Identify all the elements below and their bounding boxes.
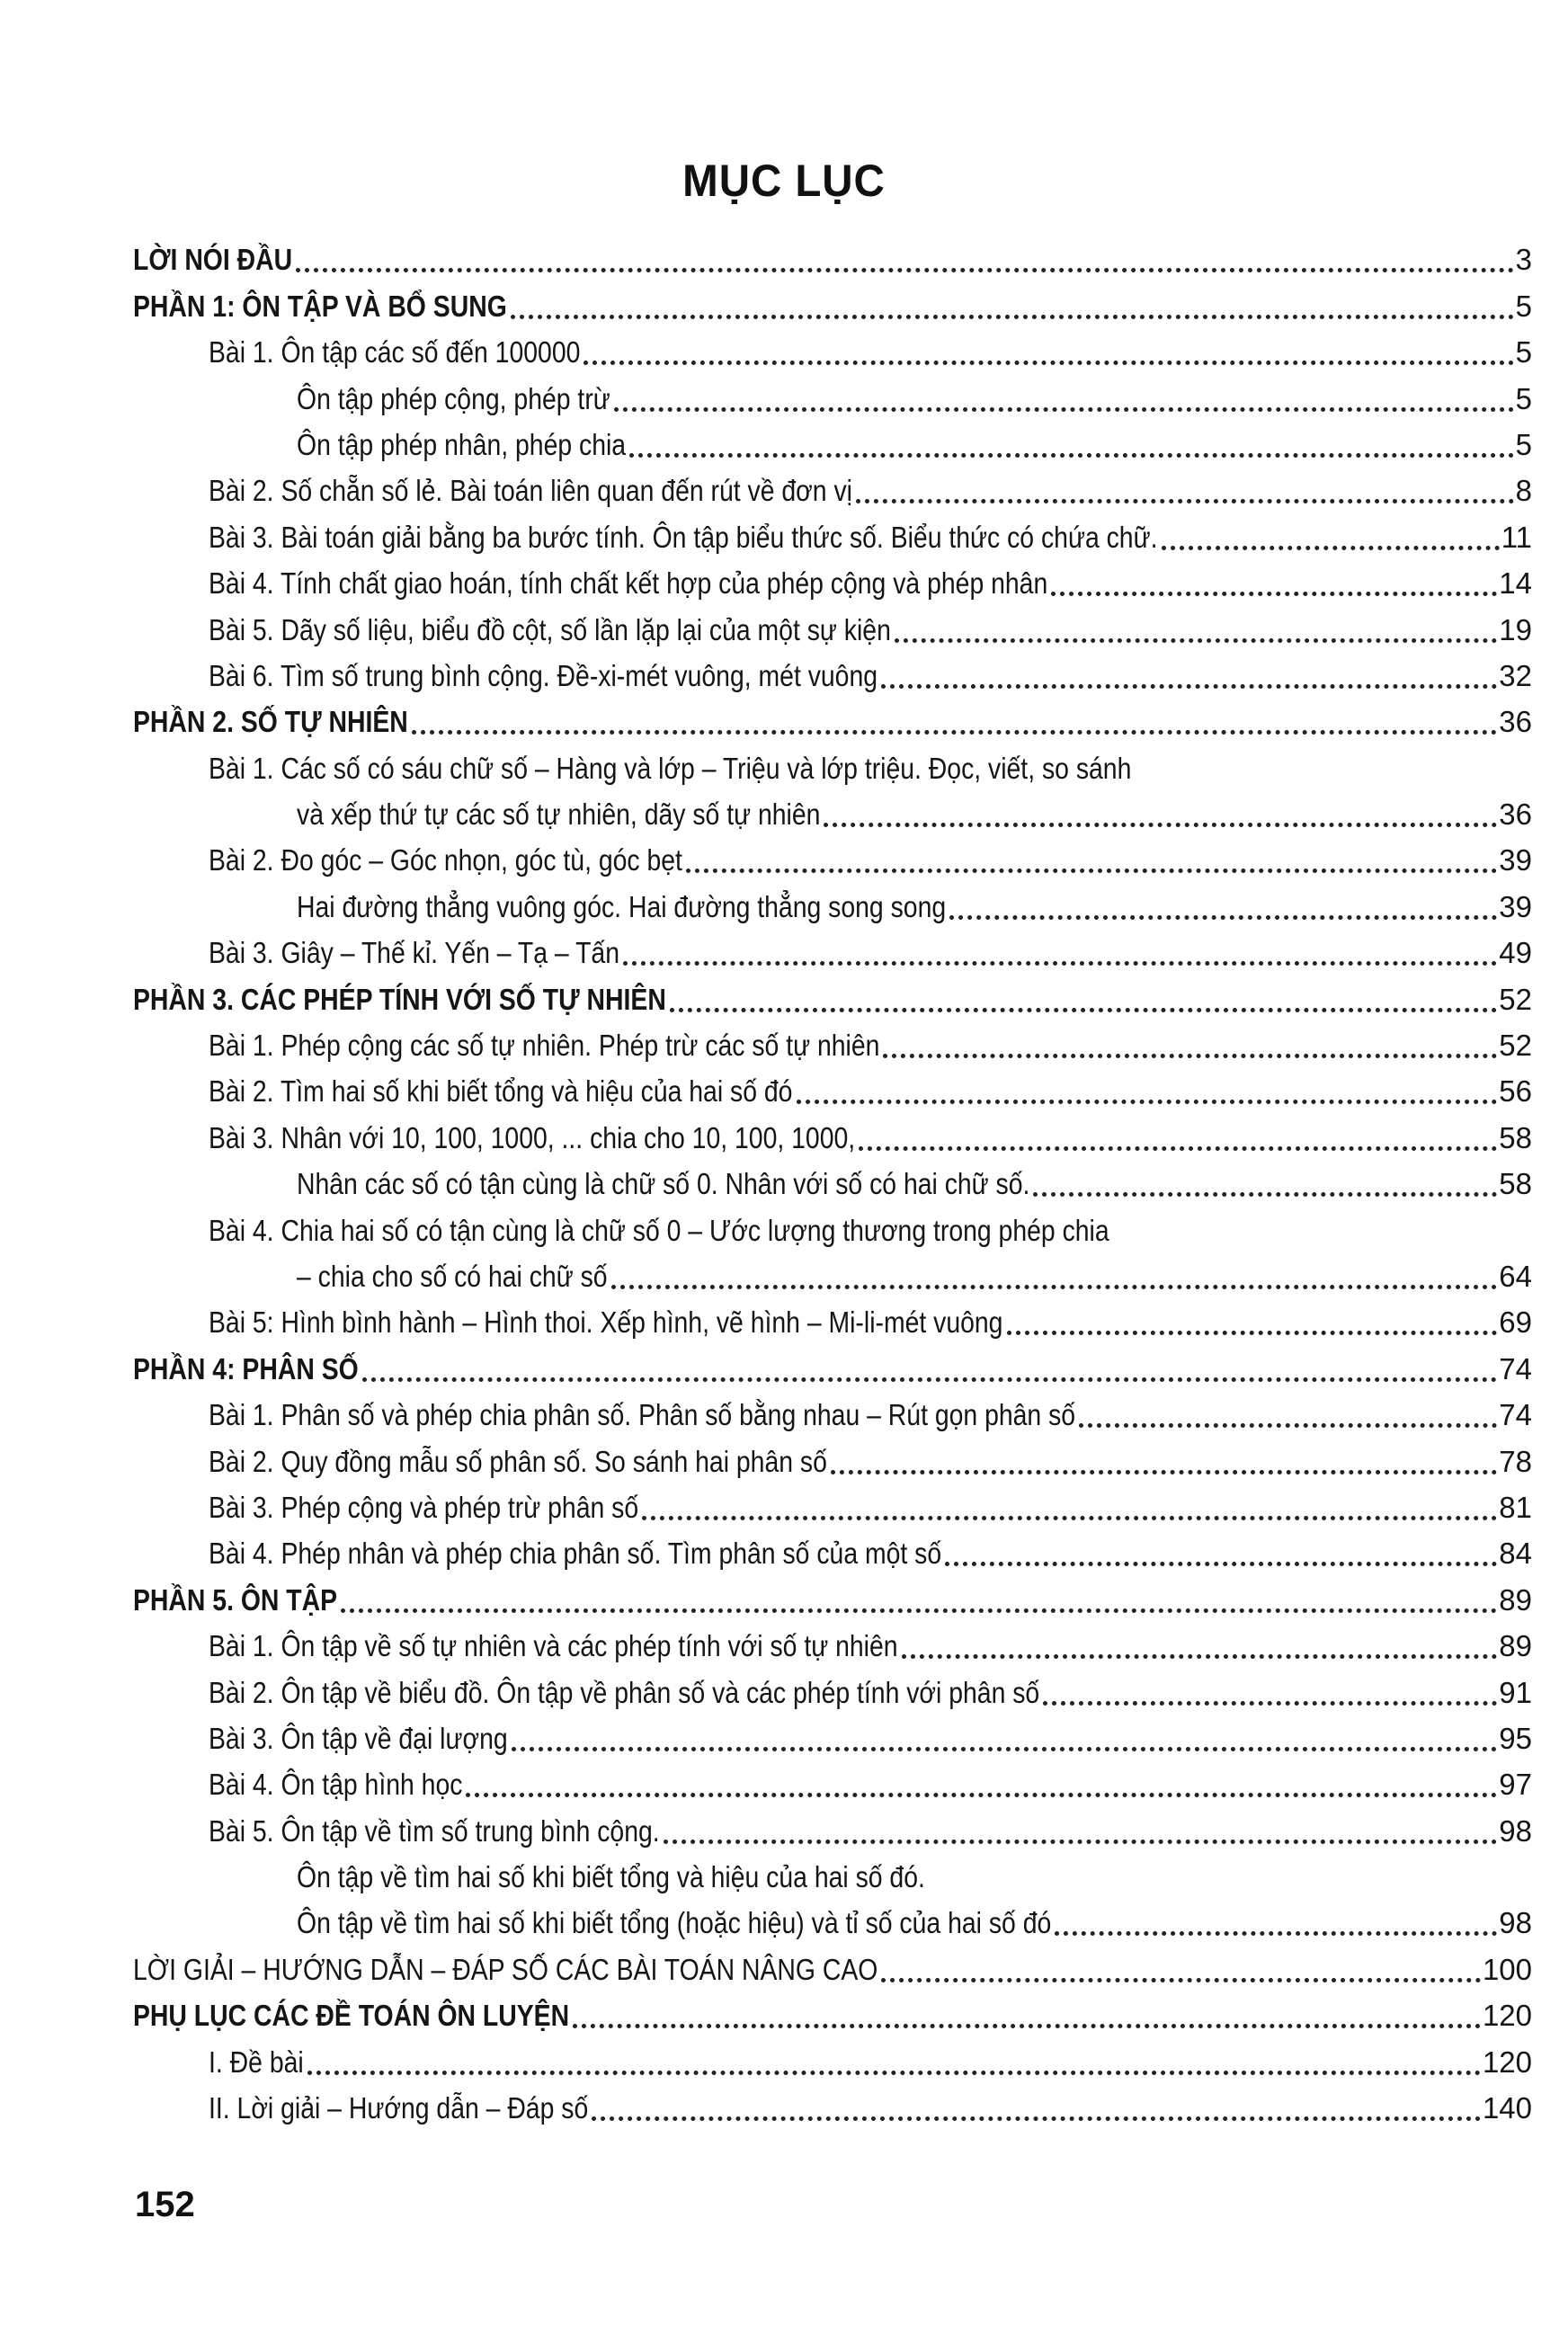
- toc-entry-title: Bài 4. Tính chất giao hoán, tính chất kết hợp của phép cộng và phép nhân: [209, 566, 1048, 601]
- toc-entry: [133, 925, 1532, 971]
- toc-entry-title: PHẦN 2. SỐ TỰ NHIÊN: [133, 705, 408, 739]
- toc-entry-title: Ôn tập về tìm hai số khi biết tổng (hoặc hiệu) và tỉ số của hai số đó: [297, 1906, 1052, 1940]
- toc-page-number: 84: [1499, 1537, 1532, 1571]
- dot-leader: [592, 2116, 1481, 2121]
- toc-page-number: 36: [1499, 797, 1532, 832]
- table-of-contents: [133, 232, 1532, 2126]
- toc-page-number: 58: [1499, 1120, 1532, 1154]
- toc-entry-title: Bài 1. Phép cộng các số tự nhiên. Phép trừ các số tự nhiên: [209, 1029, 880, 1063]
- toc-entry: [133, 1757, 1532, 1803]
- dot-leader: [797, 1100, 1498, 1104]
- toc-page-number: 100: [1482, 1952, 1532, 1986]
- toc-entry: [133, 1803, 1532, 1849]
- page-title: MỤC LỤC: [682, 156, 886, 206]
- toc-entry: [133, 1109, 1532, 1155]
- dot-leader: [573, 2024, 1481, 2028]
- toc-entry-title: LỜI NÓI ĐẦU: [133, 243, 293, 277]
- dot-leader: [511, 315, 1514, 319]
- toc-page-number: 98: [1499, 1813, 1532, 1848]
- toc-entry: [133, 601, 1532, 647]
- dot-leader: [856, 499, 1514, 503]
- dot-leader: [945, 1562, 1497, 1566]
- page-number: 152: [135, 2185, 195, 2224]
- toc-section-entry: [133, 694, 1532, 740]
- toc-entry: [133, 370, 1532, 416]
- dot-leader: [902, 1654, 1498, 1659]
- toc-entry-title: PHẦN 3. CÁC PHÉP TÍNH VỚI SỐ TỰ NHIÊN: [133, 982, 666, 1016]
- dot-leader: [881, 1978, 1481, 1982]
- toc-entry: [133, 1711, 1532, 1757]
- toc-entry: [133, 509, 1532, 555]
- toc-page-number: 49: [1499, 936, 1532, 970]
- toc-entry: [133, 1018, 1532, 1064]
- dot-leader: [341, 1608, 1497, 1613]
- toc-entry: [133, 833, 1532, 878]
- dot-leader: [824, 823, 1497, 827]
- toc-section-entry: [133, 1341, 1532, 1386]
- toc-entry: [133, 2080, 1532, 2126]
- toc-entry-title: Bài 2. Số chẵn số lẻ. Bài toán liên quan đến rút về đơn vị: [209, 474, 852, 508]
- toc-page-number: 95: [1499, 1721, 1532, 1755]
- toc-page-number: 58: [1499, 1167, 1532, 1201]
- dot-leader: [895, 638, 1497, 643]
- dot-leader: [1043, 1701, 1497, 1706]
- dot-leader: [1007, 1331, 1498, 1335]
- dot-leader: [881, 684, 1497, 689]
- toc-entry: [133, 1526, 1532, 1572]
- toc-entry-title: Nhân các số có tận cùng là chữ số 0. Nhân với số có hai chữ số.: [297, 1167, 1030, 1201]
- toc-page-number: 120: [1482, 1999, 1532, 2033]
- toc-entry: [133, 878, 1532, 924]
- toc-entry: [133, 325, 1532, 370]
- toc-entry-title: Hai đường thẳng vuông góc. Hai đường thẳng song song: [297, 889, 947, 923]
- toc-page-number: 91: [1499, 1675, 1532, 1709]
- dot-leader: [307, 2071, 1481, 2075]
- toc-entry-title: Bài 2. Đo góc – Góc nhọn, góc tù, góc bẹt: [209, 843, 682, 878]
- toc-page-number: 56: [1499, 1074, 1532, 1109]
- toc-entry-title: Bài 5. Ôn tập về tìm số trung bình cộng.: [209, 1813, 660, 1848]
- toc-entry-title: và xếp thứ tự các số tự nhiên, dãy số tự nhiên: [297, 797, 821, 832]
- toc-page-number: 39: [1499, 843, 1532, 878]
- dot-leader: [642, 1516, 1497, 1520]
- toc-section-entry: [133, 1572, 1532, 1617]
- toc-entry: [133, 1387, 1532, 1433]
- toc-page-number: 140: [1482, 2091, 1532, 2125]
- toc-entry: [133, 556, 1532, 601]
- toc-section-entry: [133, 1988, 1532, 2034]
- toc-page-number: 120: [1482, 2045, 1532, 2079]
- toc-entry-title: Bài 1. Phân số và phép chia phân số. Phân số bằng nhau – Rút gọn phân số: [209, 1398, 1076, 1432]
- toc-page-number: 89: [1499, 1582, 1532, 1617]
- toc-entry-title: Bài 2. Quy đồng mẫu số phân số. So sánh hai phân số: [209, 1444, 827, 1478]
- toc-entry: [133, 1064, 1532, 1109]
- toc-entry: [133, 417, 1532, 463]
- dot-leader: [584, 361, 1513, 365]
- toc-entry: [133, 1664, 1532, 1710]
- toc-entry-title: LỜI GIẢI – HƯỚNG DẪN – ĐÁP SỐ CÁC BÀI TOÁN NÂNG CAO: [133, 1952, 878, 1986]
- toc-page-number: 98: [1499, 1906, 1532, 1940]
- toc-entry: [133, 1849, 1532, 1895]
- toc-page-number: 5: [1515, 381, 1532, 415]
- toc-page-number: 11: [1501, 520, 1532, 554]
- toc-entry: [133, 787, 1532, 833]
- dot-leader: [623, 961, 1497, 966]
- dot-leader: [1079, 1423, 1497, 1428]
- toc-page-number: 8: [1515, 474, 1532, 508]
- dot-leader: [296, 268, 1513, 272]
- toc-page-number: 32: [1499, 658, 1532, 692]
- toc-page-number: 81: [1499, 1490, 1532, 1524]
- toc-entry: [133, 2034, 1532, 2080]
- toc-entry: [133, 740, 1532, 786]
- toc-section-entry: [133, 1941, 1532, 1987]
- toc-entry-title: Bài 1. Các số có sáu chữ số – Hàng và lớp – Triệu và lớp triệu. Đọc, viết, so sánh: [209, 751, 1132, 785]
- dot-leader: [670, 1008, 1497, 1012]
- dot-leader: [362, 1377, 1498, 1382]
- dot-leader: [1051, 592, 1497, 596]
- toc-entry-title: I. Đề bài: [209, 2045, 304, 2079]
- toc-entry-title: Bài 3. Giây – Thế kỉ. Yến – Tạ – Tấn: [209, 936, 619, 970]
- toc-entry-title: Bài 3. Bài toán giải bằng ba bước tính. Ôn tập biểu thức số. Biểu thức có chứa chữ.: [209, 520, 1158, 554]
- toc-entry-title: Bài 4. Ôn tập hình học: [209, 1768, 463, 1802]
- toc-entry-title: PHỤ LỤC CÁC ĐỀ TOÁN ÔN LUYỆN: [133, 1999, 570, 2033]
- dot-leader: [512, 1747, 1498, 1751]
- dot-leader: [614, 407, 1514, 412]
- dot-leader: [949, 915, 1497, 920]
- toc-page-number: 52: [1499, 1029, 1532, 1063]
- toc-entry-title: Ôn tập về tìm hai số khi biết tổng và hiệu của hai số đó.: [297, 1860, 925, 1894]
- dot-leader: [1162, 546, 1500, 550]
- toc-page-number: 69: [1499, 1305, 1532, 1340]
- toc-entry-title: Bài 4. Phép nhân và phép chia phân số. Tìm phân số của một số: [209, 1537, 942, 1571]
- dot-leader: [859, 1146, 1497, 1151]
- toc-entry: [133, 1156, 1532, 1202]
- toc-page-number: 78: [1499, 1444, 1532, 1478]
- toc-entry: [133, 1895, 1532, 1941]
- toc-entry-title: Bài 5: Hình bình hành – Hình thoi. Xếp hình, vẽ hình – Mi-li-mét vuông: [209, 1305, 1003, 1340]
- toc-page-number: 64: [1499, 1259, 1532, 1293]
- toc-entry-title: Bài 3. Ôn tập về đại lượng: [209, 1721, 508, 1755]
- toc-entry-title: Bài 5. Dãy số liệu, biểu đồ cột, số lần lặp lại của một sự kiện: [209, 612, 891, 646]
- toc-entry-title: PHẦN 4: PHÂN SỐ: [133, 1351, 359, 1385]
- toc-entry-title: Bài 4. Chia hai số có tận cùng là chữ số 0 – Ước lượng thương trong phép chia: [209, 1213, 1109, 1247]
- toc-page-number: 5: [1515, 335, 1532, 370]
- toc-entry-title: II. Lời giải – Hướng dẫn – Đáp số: [209, 2091, 589, 2125]
- toc-page-number: 97: [1499, 1768, 1532, 1802]
- toc-page-number: 5: [1515, 289, 1532, 323]
- toc-section-entry: [133, 232, 1532, 278]
- toc-entry-title: Ôn tập phép nhân, phép chia: [297, 427, 627, 461]
- toc-entry: [133, 1480, 1532, 1526]
- toc-entry-title: Bài 3. Nhân với 10, 100, 1000, ... chia cho 10, 100, 1000,: [209, 1120, 856, 1154]
- toc-page-number: 89: [1499, 1629, 1532, 1663]
- dot-leader: [611, 1285, 1498, 1289]
- toc-page-number: 74: [1499, 1351, 1532, 1385]
- toc-page-number: 5: [1515, 427, 1532, 461]
- toc-entry-title: PHẦN 5. ÔN TẬP: [133, 1582, 338, 1617]
- toc-entry-title: Bài 3. Phép cộng và phép trừ phân số: [209, 1490, 639, 1524]
- toc-entry: [133, 1433, 1532, 1479]
- dot-leader: [629, 453, 1514, 458]
- toc-page-number: 3: [1515, 243, 1532, 277]
- dot-leader: [466, 1793, 1497, 1797]
- toc-section-entry: [133, 971, 1532, 1017]
- toc-entry-title: – chia cho số có hai chữ số: [297, 1259, 608, 1293]
- dot-leader: [1033, 1192, 1497, 1197]
- toc-page-number: 74: [1499, 1398, 1532, 1432]
- toc-page-number: 14: [1499, 566, 1532, 601]
- toc-entry-title: Bài 2. Ôn tập về biểu đồ. Ôn tập về phân số và các phép tính với phân số: [209, 1675, 1040, 1709]
- toc-entry: [133, 1618, 1532, 1664]
- dot-leader: [412, 730, 1498, 735]
- dot-leader: [1055, 1931, 1497, 1936]
- toc-entry: [133, 1249, 1532, 1295]
- toc-entry: [133, 648, 1532, 694]
- toc-entry-title: Bài 6. Tìm số trung bình cộng. Đề-xi-mét vuông, mét vuông: [209, 658, 878, 692]
- toc-page-number: 36: [1499, 705, 1532, 739]
- toc-page-number: 52: [1499, 982, 1532, 1016]
- dot-leader: [664, 1840, 1498, 1844]
- dot-leader: [883, 1054, 1497, 1058]
- toc-entry-title: Ôn tập phép cộng, phép trừ: [297, 381, 610, 415]
- dot-leader: [831, 1470, 1497, 1474]
- toc-entry-title: Bài 1. Ôn tập các số đến 100000: [209, 335, 581, 370]
- toc-entry-title: PHẦN 1: ÔN TẬP VÀ BỔ SUNG: [133, 289, 507, 323]
- toc-section-entry: [133, 278, 1532, 324]
- dot-leader: [686, 869, 1497, 873]
- toc-entry: [133, 463, 1532, 509]
- toc-page-number: 39: [1499, 889, 1532, 923]
- toc-entry: [133, 1202, 1532, 1248]
- toc-entry: [133, 1295, 1532, 1341]
- toc-entry-title: Bài 2. Tìm hai số khi biết tổng và hiệu của hai số đó: [209, 1074, 793, 1109]
- toc-page-number: 19: [1499, 612, 1532, 646]
- toc-entry-title: Bài 1. Ôn tập về số tự nhiên và các phép tính với số tự nhiên: [209, 1629, 898, 1663]
